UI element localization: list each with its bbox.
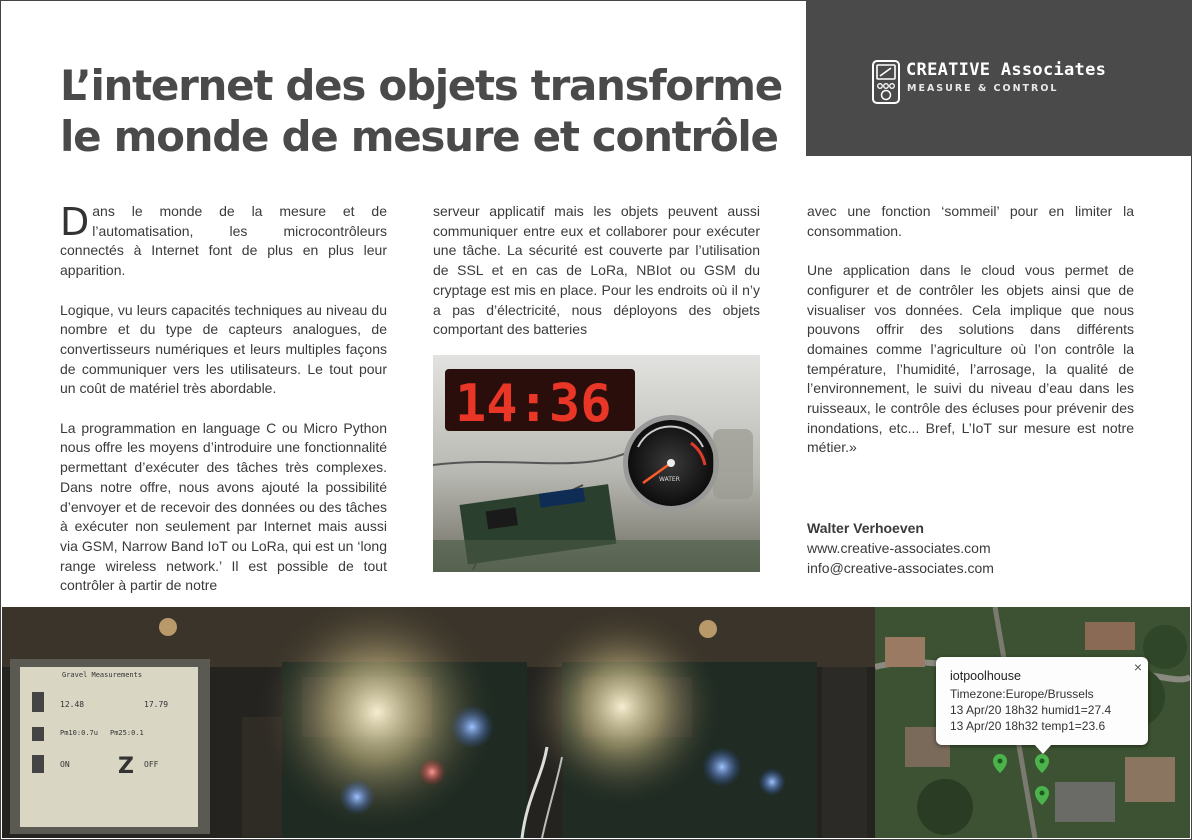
popup-line: 13 Apr/20 18h32 temp1=23.6 [950, 719, 1106, 733]
paragraph: Une application dans le cloud vous permet de configurer et de contrôler les objets ainsi que de visualiser vos données. Cela implique que nous pouvons offrir des solutions dans différents domaines comme l’agriculture où l’on contrôle la température, l’humidité, l’arrosage, la qualité de l’environnement, le suivi du niveau d’eau dans les ruisseaux, le contrôle des écluses pour prévenir des inondations, etc... Bref, L’IoT sur mesure est notre métier.» [807, 262, 1134, 456]
eink-value: 12.48 [60, 700, 85, 709]
email-text: info@creative-associates.com [807, 560, 994, 576]
paragraph: serveur applicatif mais les objets peuvent aussi communiquer entre eux et collaborer pour exécuter une tâche. La sécurité est couverte par l’utilisation de SSL et en cas de LoRa, NBIot ou GSM du cryptage est mis en place. Pour les endroits où il n’y a pas d’électricité, nous déployons des objets comportant des batteries [433, 203, 760, 338]
paragraph: Dans le monde de la mesure et de l’automatisation, les microcontrôleurs connectés à Internet font de plus en plus leur apparition. [60, 200, 387, 279]
eink-display [20, 667, 198, 827]
popup-line: 13 Apr/20 18h32 humid1=27.4 [950, 703, 1112, 717]
gauge-label: WATER [659, 476, 680, 483]
eink-value: Pm10:0.7u [60, 729, 98, 737]
title-line-1: L’internet des objets transforme [60, 61, 782, 110]
popup-line: Timezone:Europe/Brussels [950, 687, 1094, 701]
article-title [60, 60, 800, 162]
eink-header: Gravel Measurements [62, 671, 143, 679]
eink-value: ON [60, 760, 70, 769]
paragraph: La programmation en language C ou Micro Python nous offre les moyens d’introduire une fonctionnalité permettant d’exécuter des tâches très complexes. Dans notre offre, nous avons ajouté la possibilité d’envoyer et de recevoir des données ou des tâches à exécuter non seulement par Internet mais aussi via GSM, Narrow Band IoT ou LoRa, qui est un ‘long range wireless network.’ Il est possible de tout contrôler à partir de notre [60, 419, 387, 594]
logo-banner [806, 0, 1192, 156]
article-column-1 [60, 202, 387, 616]
paragraph: Logique, vu leurs capacités techniques au niveau du nombre et du type de capteurs analogues, de convertisseurs numériques et leurs multiples façons de communiquer vers les utilisateurs. Le tout pour un coût de matériel très abordable. [60, 301, 387, 397]
article-column-3 [807, 202, 1134, 478]
iot-hardware-illustration [433, 355, 760, 572]
drop-cap: D [60, 200, 90, 244]
eink-value: 17.79 [144, 700, 169, 709]
article-column-2 [433, 202, 760, 360]
map-info-popup [936, 657, 1148, 745]
paragraph: avec une fonction ‘sommeil’ pour en limiter la consommation. [807, 203, 1134, 239]
popup-title: iotpoolhouse [950, 669, 1021, 683]
svg-text:Z: Z [118, 754, 134, 779]
website-text: www.creative-associates.com [807, 540, 991, 556]
author-name: Walter Verhoeven [807, 520, 924, 536]
author-signature [807, 518, 994, 578]
title-line-2: le monde de mesure et contrôle [60, 112, 778, 161]
eink-value: OFF [144, 760, 159, 769]
company-name: CREATIVE Associates [906, 60, 1107, 80]
eink-value: Pm25:0.1 [110, 729, 144, 737]
popup-pointer [1034, 744, 1052, 754]
close-icon[interactable]: × [1133, 659, 1142, 675]
company-tagline: MEASURE & CONTROL [907, 83, 1059, 94]
led-time-text: 14:36 [455, 374, 612, 434]
iot-hardware-photo [433, 355, 760, 572]
meter-logo-icon [872, 60, 900, 104]
